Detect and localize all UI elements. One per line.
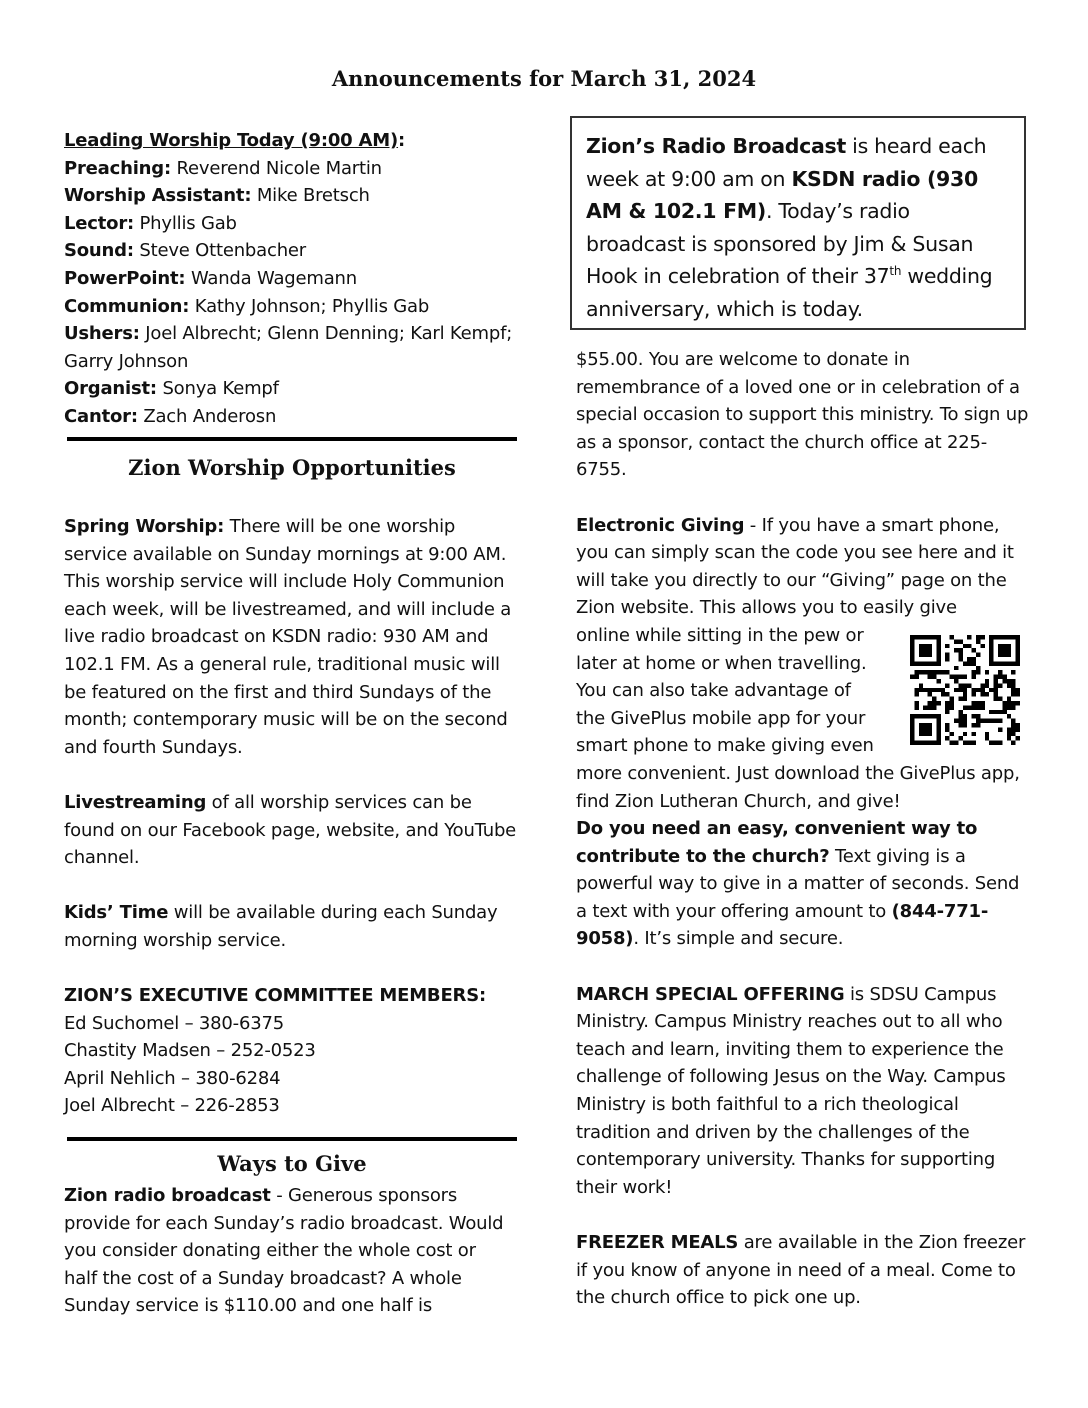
- electronic-giving-line: later at home or when travelling.: [576, 652, 867, 674]
- worship-role-row: [64, 237, 520, 265]
- leading-worship-heading: Leading Worship Today (9:00 AM):: [64, 130, 406, 151]
- role-name: Wanda Wagemann: [185, 267, 357, 289]
- section-divider: [67, 1137, 517, 1141]
- left-column: [64, 127, 520, 431]
- radio-broadcast-continued: $55.00. You are welcome to donate in remembrance of a loved one or in celebration of a special occasion to support this ministry. To sign up as a sponsor, contact the church office at 225-6755.: [576, 349, 1029, 481]
- committee-member: Chastity Madsen – 252-0523: [64, 1040, 316, 1062]
- role-list: [64, 155, 520, 431]
- role-name: Zach Anderosn: [137, 405, 277, 427]
- role-label: Lector:: [64, 212, 134, 234]
- worship-opportunities-title: Zion Worship Opportunities: [128, 455, 456, 480]
- worship-role-row: [64, 403, 520, 431]
- worship-role-row: [64, 155, 520, 183]
- role-name: Kathy Johnson; Phyllis Gab: [189, 295, 430, 317]
- committee-member: April Nehlich – 380-6284: [64, 1067, 281, 1089]
- worship-role-row: [64, 293, 520, 321]
- worship-role-row: [64, 182, 520, 210]
- role-name: Steve Ottenbacher: [133, 240, 306, 262]
- radio-broadcast-box: Zion’s Radio Broadcast is heard each week at 9:00 am on KSDN radio (930 AM & 102.1 FM). Today’s radio broadcast is sponsored by Jim & Susan Hook in celebration of their 37th wedding anniversary, which is today.: [570, 116, 1026, 330]
- role-label: Organist:: [64, 378, 157, 400]
- role-name: Reverend Nicole Martin: [170, 157, 382, 179]
- role-label: Communion:: [64, 295, 190, 317]
- worship-opportunities-body: [64, 513, 520, 1120]
- role-name: Joel Albrecht; Glenn Denning; Karl Kempf; Garry Johnson: [64, 323, 513, 372]
- electronic-giving-paragraph: Electronic Giving - If you have a smart phone, you can simply scan the code you see here and it will take you directly to our “Giving” page on the Zion website. This allows you to easily give: [576, 514, 1014, 619]
- electronic-giving-line: the GivePlus mobile app for your: [576, 707, 866, 729]
- section-divider: [67, 437, 517, 441]
- committee-member: Ed Suchomel – 380-6375: [64, 1012, 284, 1034]
- radio-broadcast-paragraph: Zion radio broadcast - Generous sponsors provide for each Sunday’s radio broadcast. Would you consider donating either the whole cost or half the cost of a Sunday broadcast? A whole Sunday service is $110.00 and one half is: [64, 1185, 504, 1317]
- role-label: Ushers:: [64, 323, 140, 345]
- right-column: [576, 346, 1032, 1312]
- committee-heading: ZION’S EXECUTIVE COMMITTEE MEMBERS:: [64, 985, 486, 1007]
- worship-role-row: [64, 320, 520, 375]
- spring-worship-paragraph: Spring Worship: There will be one worship service available on Sunday mornings at 9:00 AM. This worship service will include Holy Communion each week, will be livestreamed, and will include a live radio broadcast on KSDN radio: 930 AM and 102.1 FM. As a general rule, traditional music will be featured on the first and third Sundays of the month; contemporary music will be on the second and fourth Sundays.: [64, 516, 512, 758]
- committee-member: Joel Albrecht – 226-2853: [64, 1095, 280, 1117]
- page-title: Announcements for March 31, 2024: [331, 66, 757, 91]
- livestreaming-paragraph: Livestreaming of all worship services can be found on our Facebook page, website, and YouTube channel.: [64, 791, 517, 869]
- role-name: Sonya Kempf: [156, 378, 279, 400]
- electronic-giving-line: online while sitting in the pew or: [576, 624, 864, 646]
- qr-code-icon[interactable]: [910, 635, 1020, 745]
- march-offering-paragraph: MARCH SPECIAL OFFERING is SDSU Campus Ministry. Campus Ministry reaches out to all who teach and learn, inviting them to experience the challenge of following Jesus on the Way. Campus Ministry is both faithful to a rich theological tradition and driven by the challenges of the contemporary university. Thanks for supporting their work!: [576, 983, 1006, 1198]
- role-label: Cantor:: [64, 405, 138, 427]
- committee-list: [64, 1010, 520, 1120]
- worship-role-row: [64, 210, 520, 238]
- ways-to-give-title: Ways to Give: [217, 1151, 367, 1176]
- ways-to-give-body: [64, 1182, 504, 1320]
- kids-time-paragraph: Kids’ Time will be available during each Sunday morning worship service.: [64, 902, 498, 951]
- role-label: Sound:: [64, 240, 134, 262]
- worship-role-row: [64, 375, 520, 403]
- worship-role-row: [64, 265, 520, 293]
- role-name: Phyllis Gab: [134, 212, 237, 234]
- electronic-giving-line: smart phone to make giving even: [576, 735, 874, 757]
- electronic-giving-end: more convenient. Just download the GivePlus app, find Zion Lutheran Church, and give!: [576, 762, 1020, 812]
- electronic-giving-line: You can also take advantage of: [576, 680, 851, 702]
- role-label: Preaching:: [64, 157, 171, 179]
- role-label: PowerPoint:: [64, 267, 186, 289]
- freezer-meals-paragraph: FREEZER MEALS are available in the Zion freezer if you know of anyone in need of a meal. Come to the church office to pick one up.: [576, 1232, 1026, 1309]
- text-giving-paragraph: Do you need an easy, convenient way to contribute to the church? Text giving is a powerful way to give in a matter of seconds. Send a text with your offering amount to (844-771-9058). It’s simple and secure.: [576, 818, 1020, 950]
- role-name: Mike Bretsch: [251, 185, 370, 207]
- role-label: Worship Assistant:: [64, 185, 252, 207]
